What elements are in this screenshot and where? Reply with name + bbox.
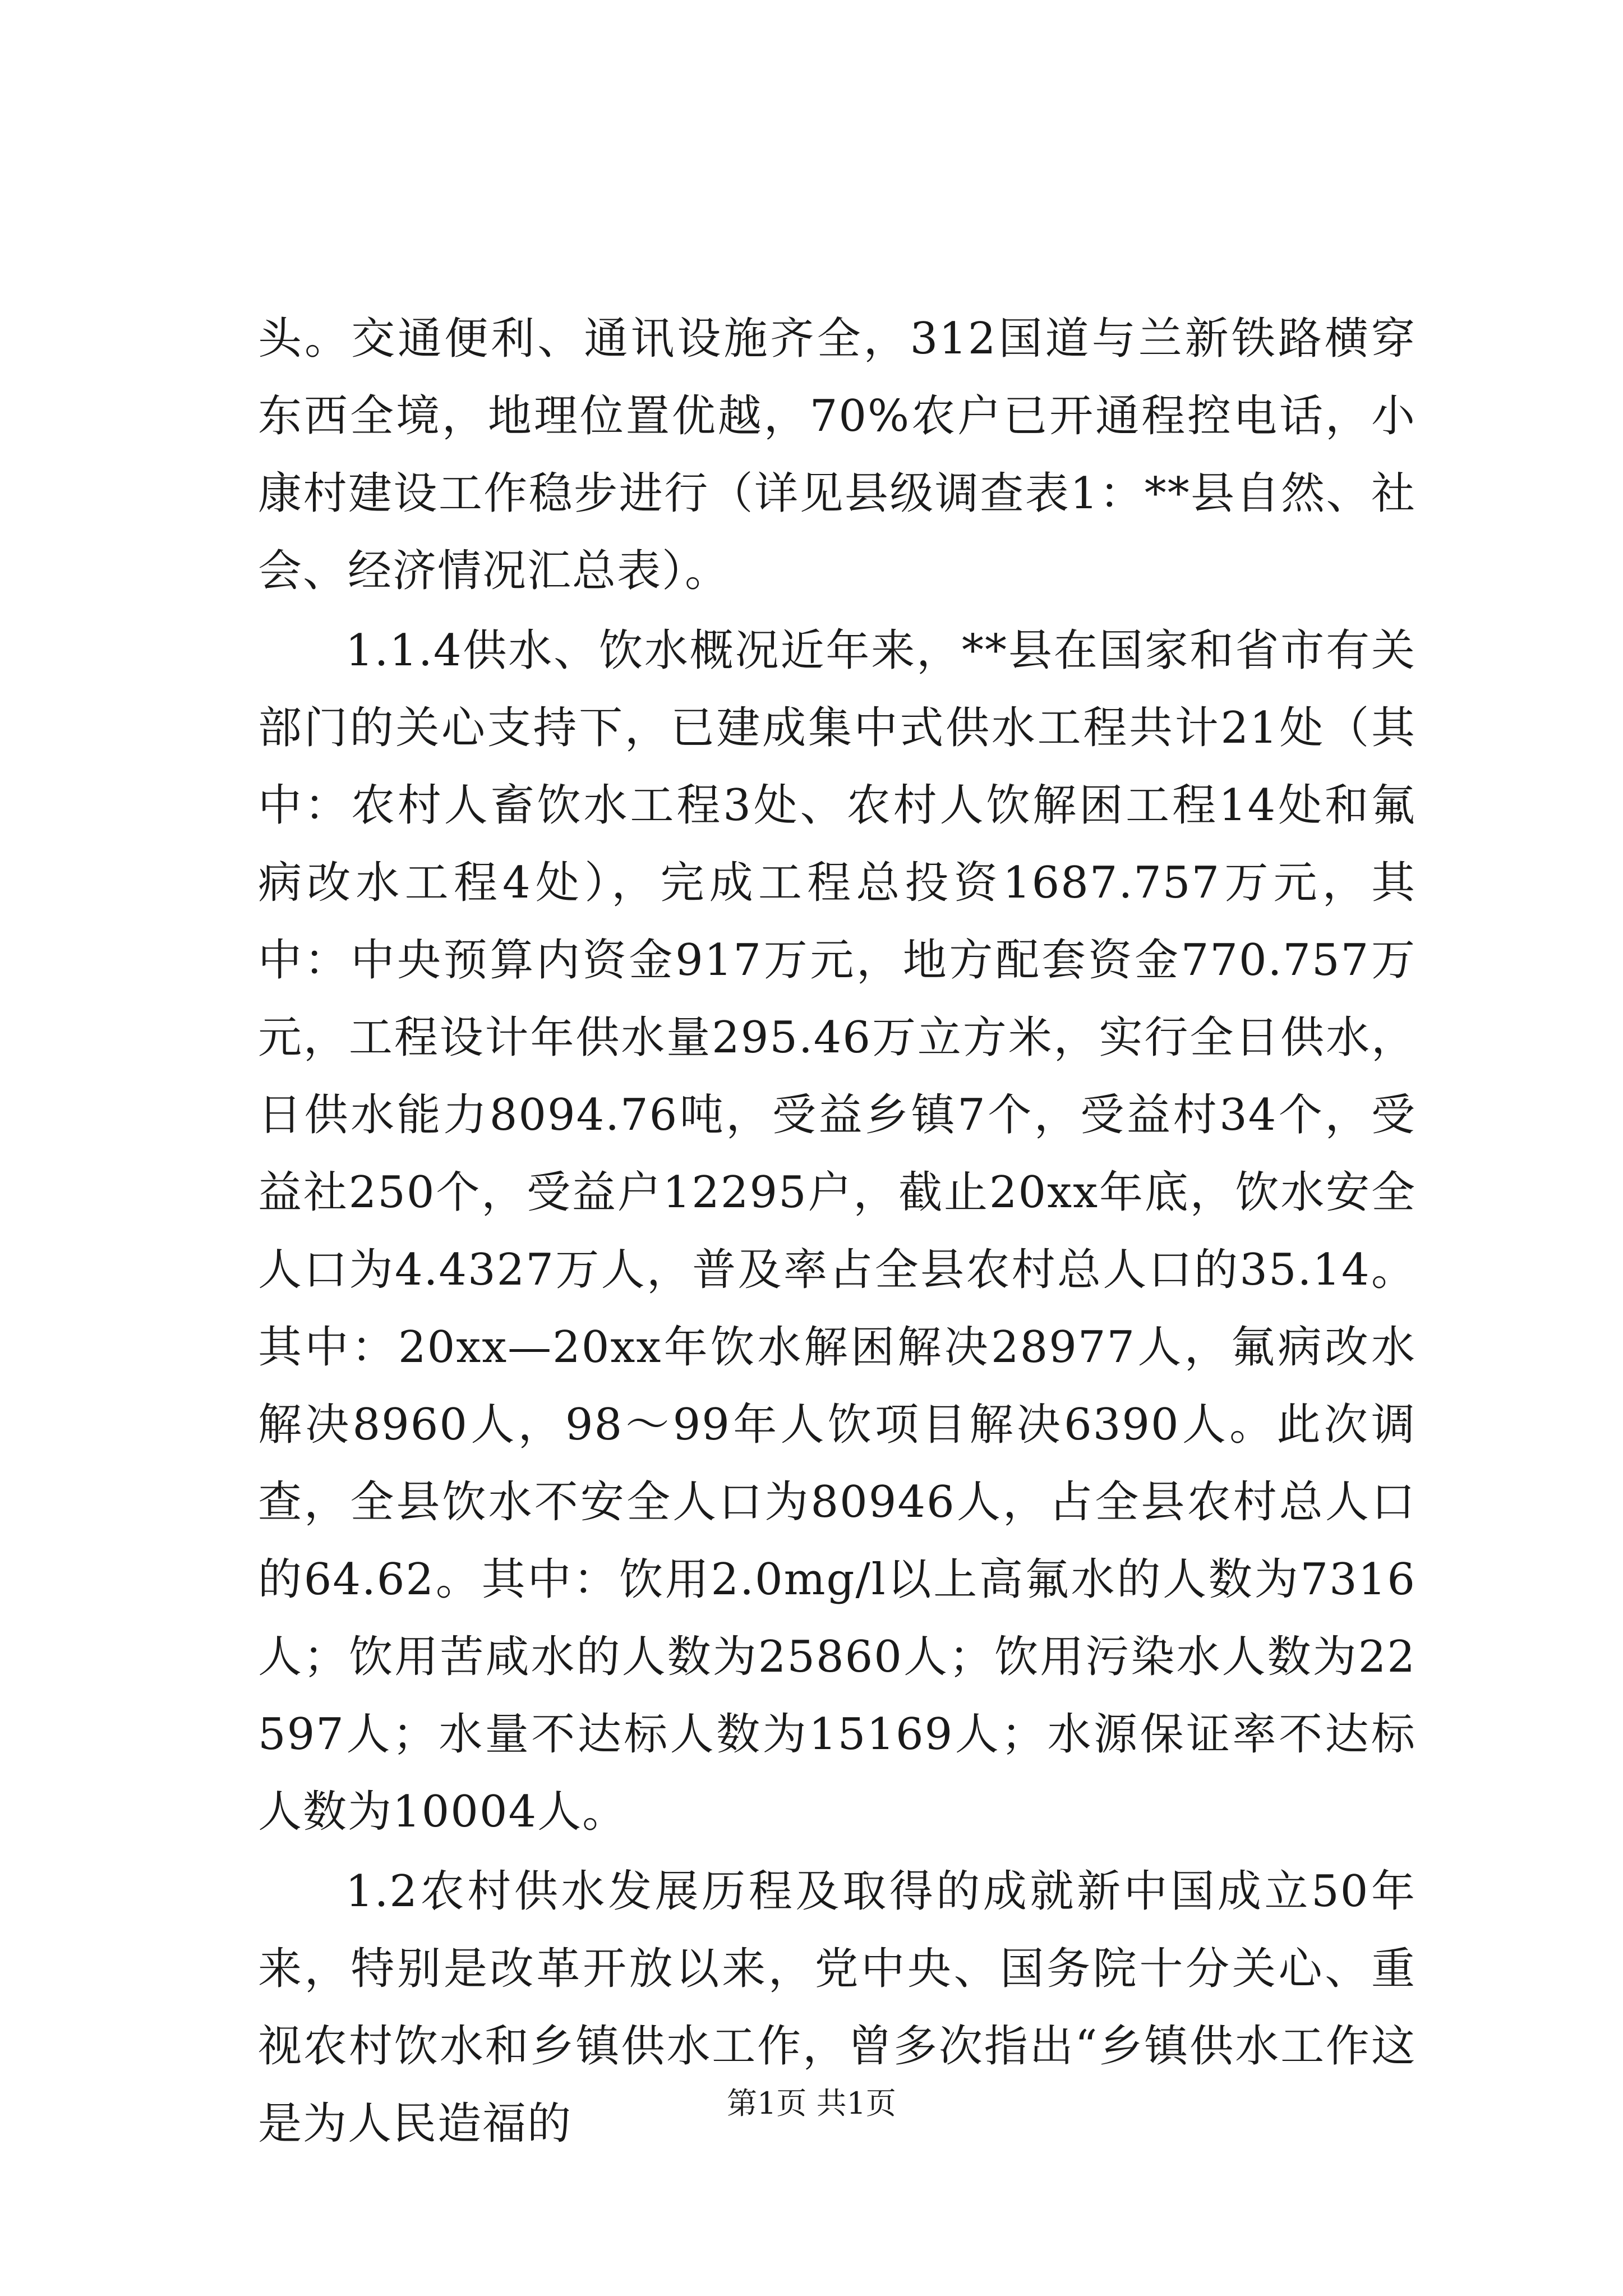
paragraph-development-history: 1.2农村供水发展历程及取得的成就新中国成立50年来，特别是改革开放以来，党中央、国务院十分关心、重视农村饮水和乡镇供水工作，曾多次指出“乡镇供水工作这是为人民造福的 xyxy=(258,1866,1416,2149)
paragraph-water-supply-overview: 1.1.4供水、饮水概况近年来，**县在国家和省市有关部门的关心支持下，已建成集中式供水工程共计21处（其中：农村人畜饮水工程3处、农村人饮解困工程14处和氟病改水工程4处），完成工程总投资1687.757万元，其中：中央预算内资金917万元，地方配套资金770.757万元，工程设计年供水量295.46万立方米，实行全日供水，日供水能力8094.76吨，受益乡镇7个，受益村34个，受益社250个，受益户12295户，截止20xx年底，饮水安全人口为4.4327万人，普及率占全县农村总人口的35.14。其中：20xx—20xx年饮水解困解决28977人，氟病改水解决8960人，98～99年人饮项目解决6390人。此次调查，全县饮水不安全人口为80946人，占全县农村总人口的64.62。其中：饮用2.0mg/l以上高氟水的人数为7316人；饮用苦咸水的人数为25860人；饮用污染水人数为22597人；水量不达标人数为15169人；水源保证率不达标人数为10004人。 xyxy=(258,625,1416,1837)
paragraph-continuation: 头。交通便利、通讯设施齐全，312国道与兰新铁路横穿东西全境，地理位置优越，70%农户已开通程控电话，小康村建设工作稳步进行（详见县级调查表1：**县自然、社会、经济情况汇总表）。 xyxy=(258,314,1416,596)
document-body xyxy=(258,300,1416,2162)
page-footer: 第1页 共1页 xyxy=(727,2086,896,2121)
